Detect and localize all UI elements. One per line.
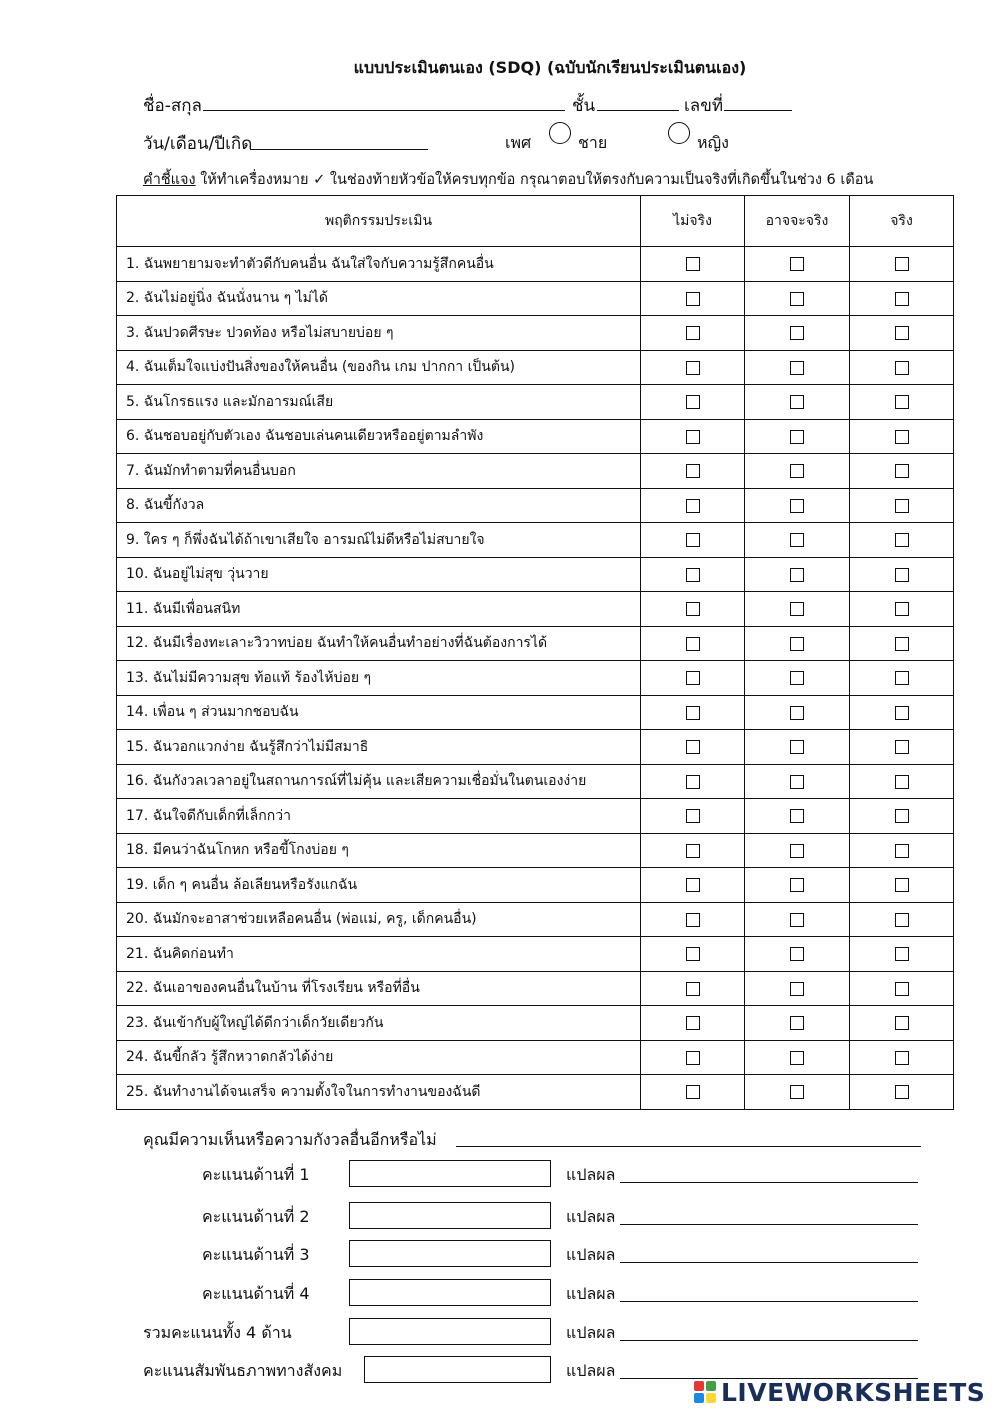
cell-certainly-true — [850, 902, 954, 937]
cell-not-true — [641, 454, 745, 489]
score-label: คะแนนด้านที่ 4 — [202, 1284, 310, 1303]
comment-label: คุณมีความเห็นหรือความกังวลอื่นอีกหรือไม่ — [143, 1130, 437, 1149]
checkbox-not-true[interactable] — [686, 1016, 700, 1030]
cell-not-true — [641, 419, 745, 454]
interpret-field[interactable] — [620, 1340, 918, 1341]
checkbox-somewhat-true[interactable] — [790, 602, 804, 616]
cell-not-true — [641, 247, 745, 282]
cell-not-true — [641, 799, 745, 834]
class-field[interactable] — [597, 110, 679, 111]
interpret-label: แปลผล — [566, 1165, 616, 1184]
checkbox-not-true[interactable] — [686, 878, 700, 892]
cell-certainly-true — [850, 833, 954, 868]
score-label: คะแนนสัมพันธภาพทางสังคม — [143, 1361, 343, 1380]
male-label: ชาย — [578, 133, 608, 152]
checkbox-not-true[interactable] — [686, 395, 700, 409]
checkbox-certainly-true[interactable] — [895, 533, 909, 547]
cell-not-true — [641, 695, 745, 730]
item-text: 3. ฉันปวดศีรษะ ปวดท้อง หรือไม่สบายบ่อย ๆ — [117, 316, 641, 351]
interpret-field[interactable] — [620, 1301, 918, 1302]
checkbox-certainly-true[interactable] — [895, 464, 909, 478]
cell-certainly-true — [850, 971, 954, 1006]
cell-certainly-true — [850, 557, 954, 592]
table-row — [117, 661, 954, 696]
table-row — [117, 557, 954, 592]
checkbox-certainly-true[interactable] — [895, 499, 909, 513]
checkbox-certainly-true[interactable] — [895, 430, 909, 444]
checkbox-not-true[interactable] — [686, 844, 700, 858]
number-label: เลขที่ — [684, 96, 724, 116]
item-text: 13. ฉันไม่มีความสุข ท้อแท้ ร้องไห้บ่อย ๆ — [117, 661, 641, 696]
checkbox-somewhat-true[interactable] — [790, 257, 804, 271]
assessment-table — [116, 195, 954, 1110]
checkbox-not-true[interactable] — [686, 499, 700, 513]
interpret-label: แปลผล — [566, 1323, 616, 1342]
liveworksheets-logo — [694, 1377, 985, 1407]
cell-not-true — [641, 523, 745, 558]
checkbox-not-true[interactable] — [686, 257, 700, 271]
table-row — [117, 730, 954, 765]
cell-certainly-true — [850, 695, 954, 730]
cell-somewhat-true — [745, 730, 850, 765]
checkbox-somewhat-true[interactable] — [790, 1051, 804, 1065]
checkbox-somewhat-true[interactable] — [790, 533, 804, 547]
cell-somewhat-true — [745, 454, 850, 489]
cell-certainly-true — [850, 385, 954, 420]
cell-not-true — [641, 902, 745, 937]
score-input[interactable] — [349, 1160, 551, 1187]
checkbox-somewhat-true[interactable] — [790, 982, 804, 996]
cell-certainly-true — [850, 626, 954, 661]
cell-not-true — [641, 868, 745, 903]
table-row — [117, 799, 954, 834]
cell-not-true — [641, 937, 745, 972]
checkbox-not-true[interactable] — [686, 533, 700, 547]
item-text: 4. ฉันเต็มใจแบ่งปันสิ่งของให้คนอื่น (ของกิน เกม ปากกา เป็นต้น) — [117, 350, 641, 385]
interpret-field[interactable] — [620, 1224, 918, 1225]
cell-certainly-true — [850, 350, 954, 385]
item-text: 18. มีคนว่าฉันโกหก หรือขี้โกงบ่อย ๆ — [117, 833, 641, 868]
cell-not-true — [641, 557, 745, 592]
checkbox-certainly-true[interactable] — [895, 395, 909, 409]
cell-somewhat-true — [745, 1040, 850, 1075]
cell-certainly-true — [850, 937, 954, 972]
checkbox-certainly-true[interactable] — [895, 671, 909, 685]
checkbox-not-true[interactable] — [686, 637, 700, 651]
number-field[interactable] — [724, 110, 792, 111]
cell-somewhat-true — [745, 488, 850, 523]
name-label: ชื่อ-สกุล — [143, 96, 202, 116]
interpret-label: แปลผล — [566, 1207, 616, 1226]
checkbox-certainly-true[interactable] — [895, 706, 909, 720]
item-text: 15. ฉันวอกแวกง่าย ฉันรู้สึกว่าไม่มีสมาธิ — [117, 730, 641, 765]
checkbox-not-true[interactable] — [686, 430, 700, 444]
name-field[interactable] — [203, 110, 565, 111]
cell-not-true — [641, 971, 745, 1006]
female-label: หญิง — [697, 133, 729, 152]
header-certainly-true: จริง — [850, 196, 954, 247]
cell-somewhat-true — [745, 316, 850, 351]
interpret-label: แปลผล — [566, 1361, 616, 1380]
checkbox-certainly-true[interactable] — [895, 637, 909, 651]
cell-not-true — [641, 385, 745, 420]
checkbox-not-true[interactable] — [686, 809, 700, 823]
checkbox-certainly-true[interactable] — [895, 982, 909, 996]
cell-not-true — [641, 488, 745, 523]
checkbox-somewhat-true[interactable] — [790, 775, 804, 789]
cell-certainly-true — [850, 799, 954, 834]
table-row — [117, 626, 954, 661]
checkbox-somewhat-true[interactable] — [790, 671, 804, 685]
item-text: 23. ฉันเข้ากับผู้ใหญ่ได้ดีกว่าเด็กวัยเดียวกัน — [117, 1006, 641, 1041]
score-input[interactable] — [349, 1240, 551, 1267]
item-text: 22. ฉันเอาของคนอื่นในบ้าน ที่โรงเรียน หรือที่อื่น — [117, 971, 641, 1006]
checkbox-not-true[interactable] — [686, 568, 700, 582]
cell-not-true — [641, 281, 745, 316]
cell-somewhat-true — [745, 592, 850, 627]
checkbox-certainly-true[interactable] — [895, 326, 909, 340]
logo-mark-icon — [694, 1381, 716, 1403]
checkbox-certainly-true[interactable] — [895, 740, 909, 754]
checkbox-certainly-true[interactable] — [895, 947, 909, 961]
cell-certainly-true — [850, 730, 954, 765]
cell-somewhat-true — [745, 419, 850, 454]
cell-somewhat-true — [745, 1075, 850, 1110]
cell-somewhat-true — [745, 247, 850, 282]
score-input[interactable] — [349, 1202, 551, 1229]
checkbox-certainly-true[interactable] — [895, 913, 909, 927]
cell-certainly-true — [850, 661, 954, 696]
checkbox-not-true[interactable] — [686, 740, 700, 754]
cell-not-true — [641, 1040, 745, 1075]
cell-not-true — [641, 316, 745, 351]
checkbox-not-true[interactable] — [686, 1085, 700, 1099]
item-text: 20. ฉันมักจะอาสาช่วยเหลือคนอื่น (พ่อแม่, ครู, เด็กคนอื่น) — [117, 902, 641, 937]
header-not-true: ไม่จริง — [641, 196, 745, 247]
cell-not-true — [641, 592, 745, 627]
checkbox-not-true[interactable] — [686, 464, 700, 478]
table-row — [117, 764, 954, 799]
cell-somewhat-true — [745, 902, 850, 937]
checkbox-certainly-true[interactable] — [895, 775, 909, 789]
table-row — [117, 281, 954, 316]
table-row — [117, 419, 954, 454]
cell-somewhat-true — [745, 1006, 850, 1041]
checkbox-somewhat-true[interactable] — [790, 947, 804, 961]
score-label: รวมคะแนนทั้ง 4 ด้าน — [143, 1323, 292, 1342]
checkbox-certainly-true[interactable] — [895, 1085, 909, 1099]
cell-somewhat-true — [745, 661, 850, 696]
item-text: 17. ฉันใจดีกับเด็กที่เล็กกว่า — [117, 799, 641, 834]
item-text: 14. เพื่อน ๆ ส่วนมากชอบฉัน — [117, 695, 641, 730]
male-radio[interactable] — [549, 122, 571, 144]
instruction — [143, 168, 873, 191]
item-text: 7. ฉันมักทำตามที่คนอื่นบอก — [117, 454, 641, 489]
checkbox-not-true[interactable] — [686, 913, 700, 927]
cell-certainly-true — [850, 1006, 954, 1041]
cell-not-true — [641, 661, 745, 696]
table-row — [117, 592, 954, 627]
table-row — [117, 247, 954, 282]
table-row — [117, 833, 954, 868]
cell-not-true — [641, 350, 745, 385]
checkbox-somewhat-true[interactable] — [790, 361, 804, 375]
item-text: 2. ฉันไม่อยู่นิ่ง ฉันนั่งนาน ๆ ไม่ได้ — [117, 281, 641, 316]
checkbox-somewhat-true[interactable] — [790, 878, 804, 892]
page-title: แบบประเมินตนเอง (SDQ) (ฉบับนักเรียนประเมินตนเอง) — [353, 58, 747, 77]
cell-certainly-true — [850, 281, 954, 316]
dob-field[interactable] — [250, 149, 428, 150]
cell-not-true — [641, 626, 745, 661]
checkbox-somewhat-true[interactable] — [790, 1085, 804, 1099]
item-text: 21. ฉันคิดก่อนทำ — [117, 937, 641, 972]
header-behavior: พฤติกรรมประเมิน — [117, 196, 641, 247]
instruction-label: คำชี้แจง — [143, 172, 196, 188]
table-row — [117, 1040, 954, 1075]
brand-name: LIVEWORKSHEETS — [721, 1377, 986, 1407]
score-label: คะแนนด้านที่ 1 — [202, 1165, 310, 1184]
table-row — [117, 454, 954, 489]
item-text: 9. ใคร ๆ ก็พึ่งฉันได้ถ้าเขาเสียใจ อารมณ์ไม่ดีหรือไม่สบายใจ — [117, 523, 641, 558]
table-row — [117, 695, 954, 730]
checkbox-somewhat-true[interactable] — [790, 464, 804, 478]
interpret-field[interactable] — [620, 1182, 918, 1183]
table-row — [117, 1006, 954, 1041]
checkbox-not-true[interactable] — [686, 706, 700, 720]
checkbox-somewhat-true[interactable] — [790, 395, 804, 409]
cell-certainly-true — [850, 592, 954, 627]
checkbox-not-true[interactable] — [686, 671, 700, 685]
table-row — [117, 1075, 954, 1110]
checkbox-not-true[interactable] — [686, 292, 700, 306]
instruction-text-2: ในช่องท้ายหัวข้อให้ครบทุกข้อ กรุณาตอบให้ตรงกับความเป็นจริงที่เกิดขึ้นในช่วง 6 เดือน — [329, 172, 874, 188]
female-radio[interactable] — [668, 122, 690, 144]
checkbox-certainly-true[interactable] — [895, 1016, 909, 1030]
table-row — [117, 385, 954, 420]
checkbox-somewhat-true[interactable] — [790, 499, 804, 513]
score-input[interactable] — [349, 1318, 551, 1345]
cell-not-true — [641, 1075, 745, 1110]
cell-certainly-true — [850, 1040, 954, 1075]
checkbox-certainly-true[interactable] — [895, 878, 909, 892]
cell-certainly-true — [850, 1075, 954, 1110]
table-row — [117, 937, 954, 972]
cell-somewhat-true — [745, 626, 850, 661]
cell-not-true — [641, 764, 745, 799]
item-text: 5. ฉันโกรธแรง และมักอารมณ์เสีย — [117, 385, 641, 420]
cell-somewhat-true — [745, 350, 850, 385]
checkbox-certainly-true[interactable] — [895, 602, 909, 616]
item-text: 1. ฉันพยายามจะทำตัวดีกับคนอื่น ฉันใส่ใจกับความรู้สึกคนอื่น — [117, 247, 641, 282]
item-text: 11. ฉันมีเพื่อนสนิท — [117, 592, 641, 627]
checkbox-somewhat-true[interactable] — [790, 292, 804, 306]
checkbox-not-true[interactable] — [686, 1051, 700, 1065]
cell-somewhat-true — [745, 695, 850, 730]
checkbox-somewhat-true[interactable] — [790, 809, 804, 823]
cell-somewhat-true — [745, 971, 850, 1006]
table-row — [117, 902, 954, 937]
checkbox-certainly-true[interactable] — [895, 568, 909, 582]
cell-certainly-true — [850, 419, 954, 454]
interpret-label: แปลผล — [566, 1284, 616, 1303]
cell-somewhat-true — [745, 833, 850, 868]
item-text: 8. ฉันขี้กังวล — [117, 488, 641, 523]
checkbox-somewhat-true[interactable] — [790, 740, 804, 754]
checkbox-somewhat-true[interactable] — [790, 568, 804, 582]
class-label: ชั้น — [572, 96, 596, 116]
checkbox-somewhat-true[interactable] — [790, 326, 804, 340]
cell-certainly-true — [850, 454, 954, 489]
checkbox-certainly-true[interactable] — [895, 1051, 909, 1065]
cell-certainly-true — [850, 247, 954, 282]
table-row — [117, 868, 954, 903]
cell-certainly-true — [850, 523, 954, 558]
checkbox-not-true[interactable] — [686, 361, 700, 375]
table-row — [117, 488, 954, 523]
checkbox-somewhat-true[interactable] — [790, 637, 804, 651]
item-text: 6. ฉันชอบอยู่กับตัวเอง ฉันชอบเล่นคนเดียวหรืออยู่ตามลำพัง — [117, 419, 641, 454]
cell-somewhat-true — [745, 799, 850, 834]
score-input[interactable] — [349, 1279, 551, 1306]
score-input[interactable] — [364, 1356, 551, 1383]
cell-certainly-true — [850, 868, 954, 903]
sex-label: เพศ — [505, 133, 532, 152]
score-label: คะแนนด้านที่ 2 — [202, 1207, 310, 1226]
checkbox-certainly-true[interactable] — [895, 361, 909, 375]
cell-certainly-true — [850, 764, 954, 799]
cell-somewhat-true — [745, 937, 850, 972]
checkbox-not-true[interactable] — [686, 602, 700, 616]
checkbox-certainly-true[interactable] — [895, 844, 909, 858]
checkbox-certainly-true[interactable] — [895, 292, 909, 306]
interpret-field[interactable] — [620, 1262, 918, 1263]
item-text: 19. เด็ก ๆ คนอื่น ล้อเลียนหรือรังแกฉัน — [117, 868, 641, 903]
table-row — [117, 316, 954, 351]
item-text: 12. ฉันมีเรื่องทะเลาะวิวาทบ่อย ฉันทำให้คนอื่นทำอย่างที่ฉันต้องการได้ — [117, 626, 641, 661]
header-somewhat-true: อาจจะจริง — [745, 196, 850, 247]
checkbox-certainly-true[interactable] — [895, 809, 909, 823]
checkmark-icon: ✓ — [313, 172, 326, 188]
table-row — [117, 971, 954, 1006]
cell-not-true — [641, 833, 745, 868]
cell-not-true — [641, 1006, 745, 1041]
checkbox-not-true[interactable] — [686, 947, 700, 961]
dob-label: วัน/เดือน/ปีเกิด — [143, 134, 253, 154]
item-text: 24. ฉันขี้กลัว รู้สึกหวาดกลัวได้ง่าย — [117, 1040, 641, 1075]
comment-field[interactable] — [456, 1146, 921, 1147]
checkbox-not-true[interactable] — [686, 982, 700, 996]
score-label: คะแนนด้านที่ 3 — [202, 1245, 310, 1264]
interpret-label: แปลผล — [566, 1245, 616, 1264]
cell-certainly-true — [850, 488, 954, 523]
table-row — [117, 350, 954, 385]
table-row — [117, 523, 954, 558]
cell-somewhat-true — [745, 523, 850, 558]
cell-somewhat-true — [745, 764, 850, 799]
cell-not-true — [641, 730, 745, 765]
checkbox-somewhat-true[interactable] — [790, 913, 804, 927]
checkbox-certainly-true[interactable] — [895, 257, 909, 271]
table-header-row — [117, 196, 954, 247]
item-text: 10. ฉันอยู่ไม่สุข วุ่นวาย — [117, 557, 641, 592]
cell-somewhat-true — [745, 385, 850, 420]
instruction-text-1: ให้ทำเครื่องหมาย — [200, 172, 309, 188]
cell-somewhat-true — [745, 868, 850, 903]
item-text: 16. ฉันกังวลเวลาอยู่ในสถานการณ์ที่ไม่คุ้น และเสียความเชื่อมั่นในตนเองง่าย — [117, 764, 641, 799]
checkbox-somewhat-true[interactable] — [790, 430, 804, 444]
checkbox-somewhat-true[interactable] — [790, 844, 804, 858]
checkbox-somewhat-true[interactable] — [790, 706, 804, 720]
checkbox-not-true[interactable] — [686, 775, 700, 789]
cell-somewhat-true — [745, 557, 850, 592]
checkbox-somewhat-true[interactable] — [790, 1016, 804, 1030]
cell-certainly-true — [850, 316, 954, 351]
cell-somewhat-true — [745, 281, 850, 316]
item-text: 25. ฉันทำงานได้จนเสร็จ ความตั้งใจในการทำงานของฉันดี — [117, 1075, 641, 1110]
checkbox-not-true[interactable] — [686, 326, 700, 340]
